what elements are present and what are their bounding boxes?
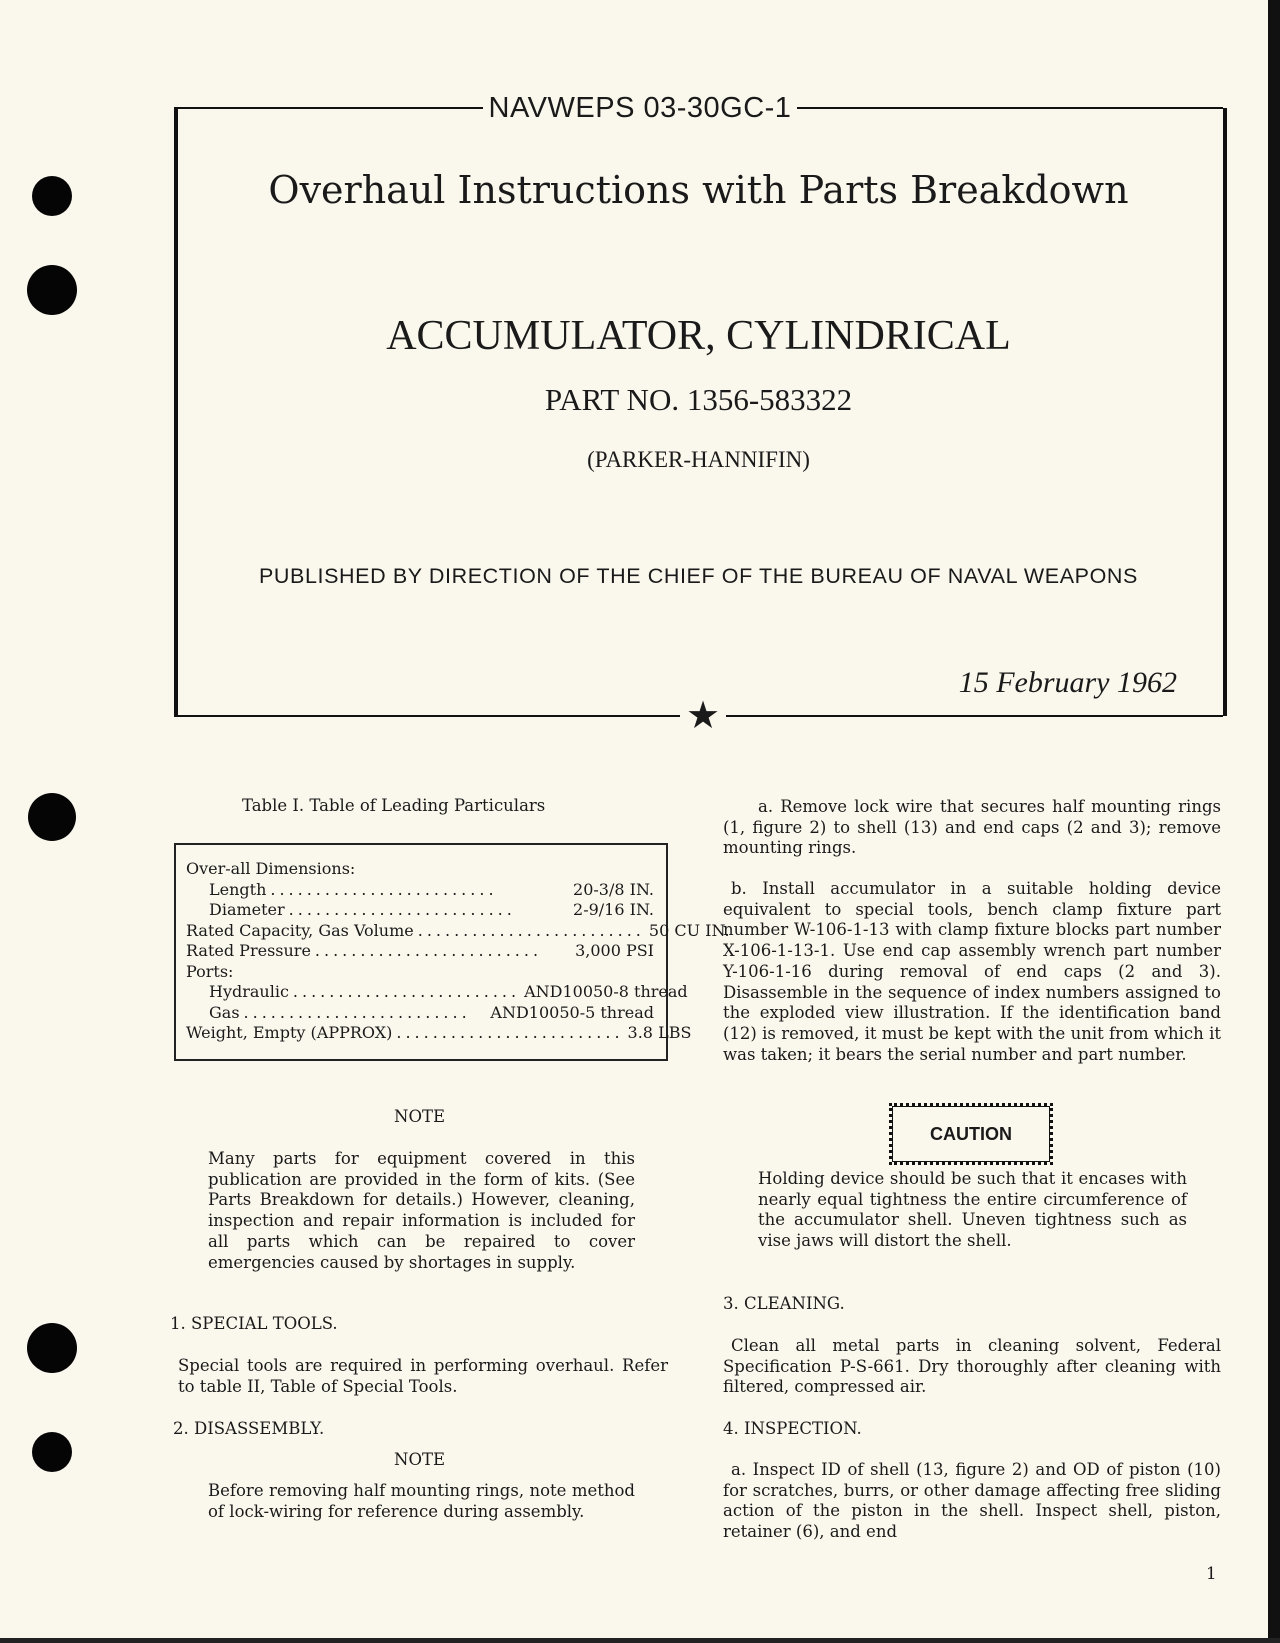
note-heading: NOTE bbox=[394, 1450, 446, 1469]
leader-dots: ......................... bbox=[243, 1002, 471, 1022]
note-text: Before removing half mounting rings, note method of lock-wiring for reference during assembly. bbox=[208, 1481, 635, 1521]
row-label: Diameter bbox=[209, 900, 285, 919]
section-heading-inspection: 4. INSPECTION. bbox=[723, 1419, 862, 1438]
row-label: Hydraulic bbox=[209, 982, 289, 1001]
section-heading-disassembly: 2. DISASSEMBLY. bbox=[173, 1419, 325, 1438]
row-label: Rated Pressure bbox=[186, 941, 311, 960]
caution-box: CAUTION bbox=[889, 1103, 1053, 1165]
leader-dots: ......................... bbox=[396, 1023, 624, 1042]
table-row bbox=[209, 900, 654, 921]
leader-dots: ......................... bbox=[417, 920, 645, 940]
part-number: PART NO. 1356-583322 bbox=[544, 382, 853, 417]
row-label: Ports: bbox=[186, 961, 234, 981]
paragraph-a: a. Remove lock wire that secures half mounting rings (1, figure 2) to shell (13) and end caps (2 and 3); remove mounting rings. bbox=[723, 797, 1221, 858]
page-number: 1 bbox=[1206, 1564, 1217, 1583]
punch-hole bbox=[32, 176, 72, 216]
row-value: AND10050-8 thread bbox=[524, 982, 688, 1001]
paragraph-b: b. Install accumulator in a suitable holding device equivalent to special tools, bench clamp fixture part number W-106-1-13 with clamp fixture blocks part number X-106-1-13-1. Use end cap assembly wrench part number Y-106-1-16 during removal of end caps (2 and 3). Disassemble in the sequence of index numbers assigned to the exploded view illustration. If the identification band (12) is removed, it must be kept with the unit from which it was taken; it bears the serial number and part number. bbox=[723, 879, 1221, 1064]
table-row bbox=[186, 962, 654, 983]
row-value: AND10050-5 thread bbox=[490, 1002, 654, 1022]
row-value: 3.8 LBS bbox=[627, 1023, 692, 1042]
table-row bbox=[209, 880, 654, 901]
punch-hole bbox=[27, 1323, 77, 1373]
special-tools-text: Special tools are required in performing overhaul. Refer to table II, Table of Special Tools. bbox=[178, 1356, 668, 1396]
punch-hole bbox=[28, 793, 76, 841]
table-row bbox=[186, 1023, 692, 1044]
star-icon: ★ bbox=[680, 695, 726, 735]
table-row bbox=[209, 1003, 654, 1024]
scan-edge bbox=[1268, 0, 1280, 1643]
page-title: ACCUMULATOR, CYLINDRICAL bbox=[386, 313, 1011, 359]
subtitle: Overhaul Instructions with Parts Breakdown bbox=[268, 168, 1129, 212]
section-heading-cleaning: 3. CLEANING. bbox=[723, 1294, 845, 1313]
row-label: Over-all Dimensions: bbox=[186, 859, 356, 878]
table-row bbox=[186, 859, 654, 880]
table-row bbox=[186, 920, 730, 942]
publication-date: 15 February 1962 bbox=[958, 666, 1177, 699]
row-label: Length bbox=[209, 879, 267, 899]
row-value: 3,000 PSI bbox=[575, 941, 654, 960]
manufacturer: (PARKER-HANNIFIN) bbox=[587, 447, 810, 472]
cleaning-text: Clean all metal parts in cleaning solvent, Federal Specification P-S-661. Dry thoroughly after cleaning with filtered, compressed air. bbox=[723, 1336, 1221, 1397]
leader-dots: ......................... bbox=[314, 941, 543, 960]
row-value: 2-9/16 IN. bbox=[573, 900, 654, 919]
row-label: Gas bbox=[209, 1002, 240, 1022]
leading-particulars-table bbox=[174, 843, 730, 1061]
section-heading-special-tools: 1. SPECIAL TOOLS. bbox=[170, 1314, 338, 1333]
leader-dots: ......................... bbox=[292, 982, 521, 1001]
leader-dots: ......................... bbox=[288, 900, 516, 919]
row-value: 50 CU IN. bbox=[648, 920, 730, 940]
scan-edge-bottom bbox=[0, 1638, 1280, 1643]
note-heading: NOTE bbox=[394, 1107, 446, 1126]
doc-number: NAVWEPS 03-30GC-1 bbox=[483, 92, 798, 124]
row-value: 20-3/8 IN. bbox=[573, 879, 654, 899]
table-row bbox=[209, 982, 688, 1003]
caution-text: Holding device should be such that it encases with nearly equal tightness the entire circumference of the accumulator shell. Uneven tightness such as vise jaws will distort the shell. bbox=[758, 1169, 1187, 1251]
inspection-text: a. Inspect ID of shell (13, figure 2) and OD of piston (10) for scratches, burrs, or other damage affecting free sliding action of the piston in the shell. Inspect shell, piston, retainer (6), and end bbox=[723, 1460, 1221, 1542]
row-label: Rated Capacity, Gas Volume bbox=[186, 920, 414, 940]
punch-hole bbox=[27, 265, 77, 315]
row-label: Weight, Empty (APPROX) bbox=[186, 1023, 393, 1042]
leader-dots: ......................... bbox=[270, 879, 498, 899]
table-caption: Table I. Table of Leading Particulars bbox=[242, 796, 546, 815]
document-number-header bbox=[0, 92, 1280, 125]
table-row bbox=[186, 941, 654, 962]
punch-hole bbox=[32, 1432, 72, 1472]
published-by: PUBLISHED BY DIRECTION OF THE CHIEF OF THE BUREAU OF NAVAL WEAPONS bbox=[258, 564, 1139, 588]
note-text: Many parts for equipment covered in this publication are provided in the form of kits. (See Parts Breakdown for details.) However, cleaning, inspection and repair information is included for all parts which can be repaired to cover emergencies caused by shortages in supply. bbox=[208, 1149, 635, 1272]
